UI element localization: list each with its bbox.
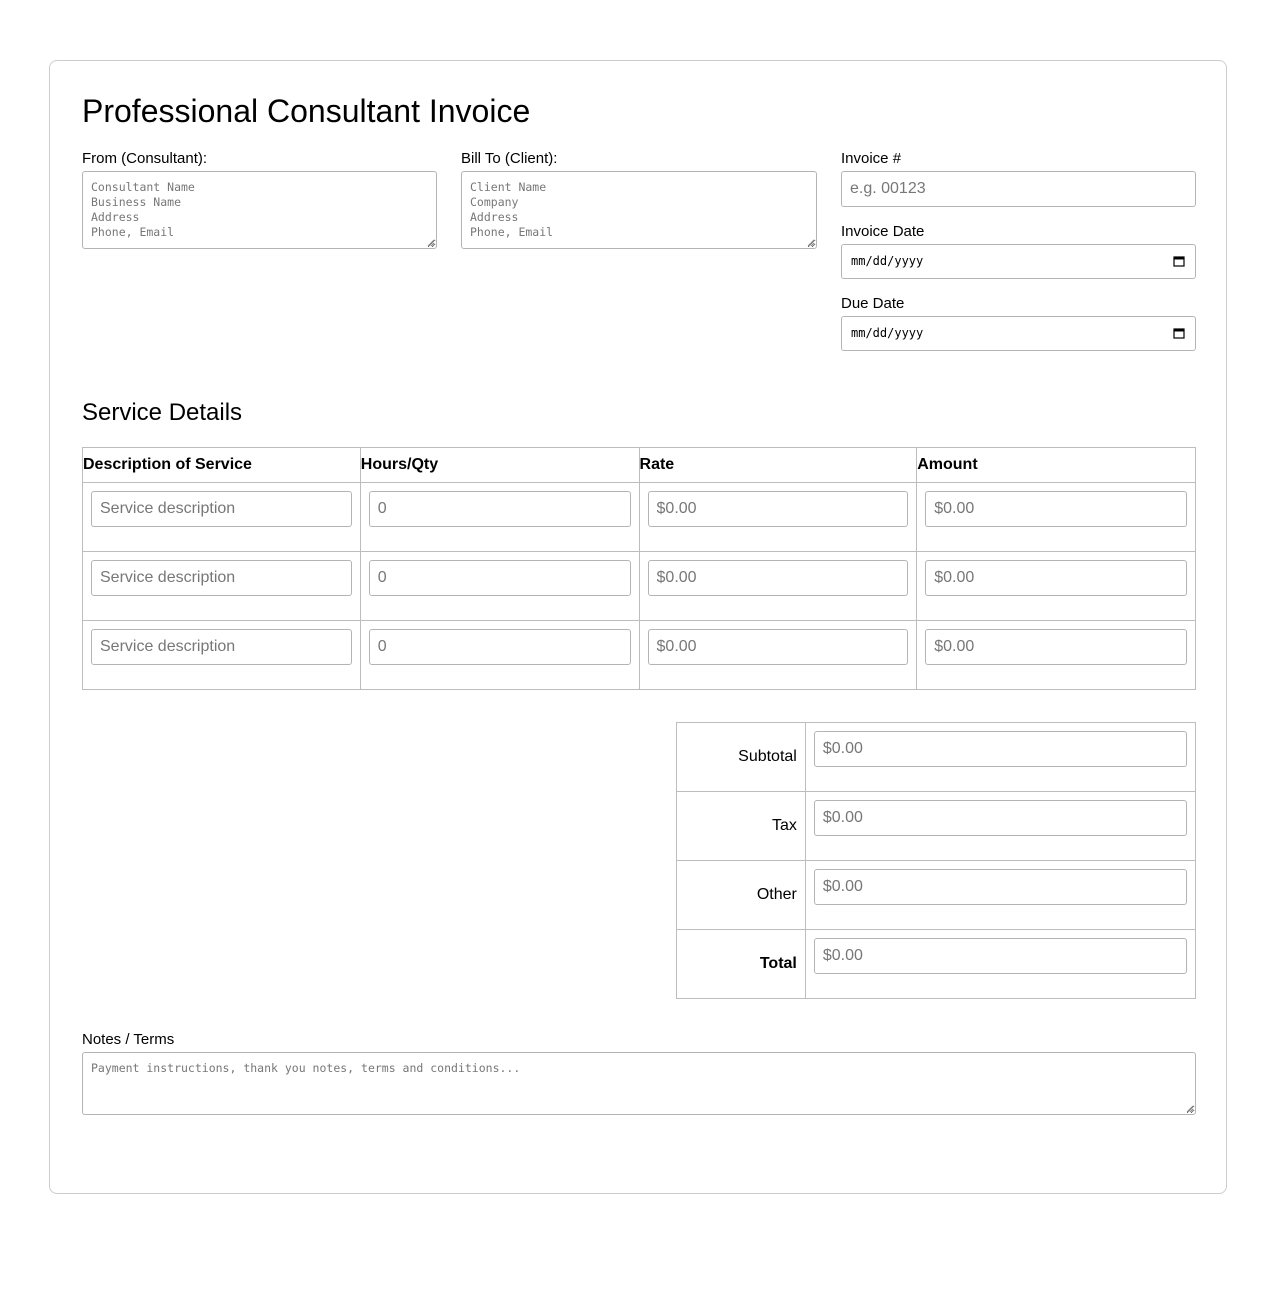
amount-input[interactable] [925,560,1187,596]
description-input[interactable] [91,491,352,527]
column-header-rate: Rate [639,448,917,483]
invoice-date-input[interactable] [841,244,1196,279]
subtotal-row [677,723,1196,792]
column-header-amount: Amount [917,448,1196,483]
calendar-icon[interactable] [1173,255,1185,267]
table-row [83,552,1196,621]
total-label: Total [677,930,806,999]
qty-cell [360,483,639,552]
amount-cell [917,483,1196,552]
description-cell [83,483,361,552]
tax-input[interactable] [814,800,1187,836]
calendar-icon[interactable] [1173,327,1185,339]
other-label: Other [677,861,806,930]
subtotal-cell [805,723,1195,792]
rate-cell [639,483,917,552]
invoice-number-input[interactable] [841,171,1196,207]
total-input[interactable] [814,938,1187,974]
from-label: From (Consultant): [82,150,208,167]
amount-cell [917,621,1196,690]
totals-table [676,722,1196,999]
total-cell [805,930,1195,999]
service-details-title: Service Details [82,399,243,426]
tax-row [677,792,1196,861]
service-table [82,447,1196,690]
column-header-description: Description of Service [83,448,361,483]
qty-cell [360,621,639,690]
page-title: Professional Consultant Invoice [82,93,531,129]
description-cell [83,552,361,621]
rate-input[interactable] [648,560,909,596]
invoice-number-label: Invoice # [841,150,902,167]
due-date-value: mm/dd/yyyy [851,326,924,340]
subtotal-input[interactable] [814,731,1187,767]
notes-field[interactable] [82,1052,1196,1115]
amount-input[interactable] [925,629,1187,665]
column-header-hours: Hours/Qty [360,448,639,483]
notes-label: Notes / Terms [82,1031,175,1048]
rate-input[interactable] [648,629,909,665]
table-row [83,483,1196,552]
amount-input[interactable] [925,491,1187,527]
rate-cell [639,621,917,690]
rate-input[interactable] [648,491,909,527]
qty-input[interactable] [369,629,631,665]
tax-cell [805,792,1195,861]
due-date-input[interactable] [841,316,1196,351]
total-row [677,930,1196,999]
subtotal-label: Subtotal [677,723,806,792]
service-table-header [83,448,1196,483]
invoice-date-label: Invoice Date [841,223,925,240]
description-cell [83,621,361,690]
billto-field[interactable] [461,171,817,249]
billto-label: Bill To (Client): [461,150,558,167]
qty-cell [360,552,639,621]
invoice-date-value: mm/dd/yyyy [851,254,924,268]
qty-input[interactable] [369,560,631,596]
rate-cell [639,552,917,621]
other-input[interactable] [814,869,1187,905]
tax-label: Tax [677,792,806,861]
other-row [677,861,1196,930]
table-row [83,621,1196,690]
other-cell [805,861,1195,930]
qty-input[interactable] [369,491,631,527]
due-date-label: Due Date [841,295,905,312]
amount-cell [917,552,1196,621]
description-input[interactable] [91,629,352,665]
from-field[interactable] [82,171,437,249]
description-input[interactable] [91,560,352,596]
